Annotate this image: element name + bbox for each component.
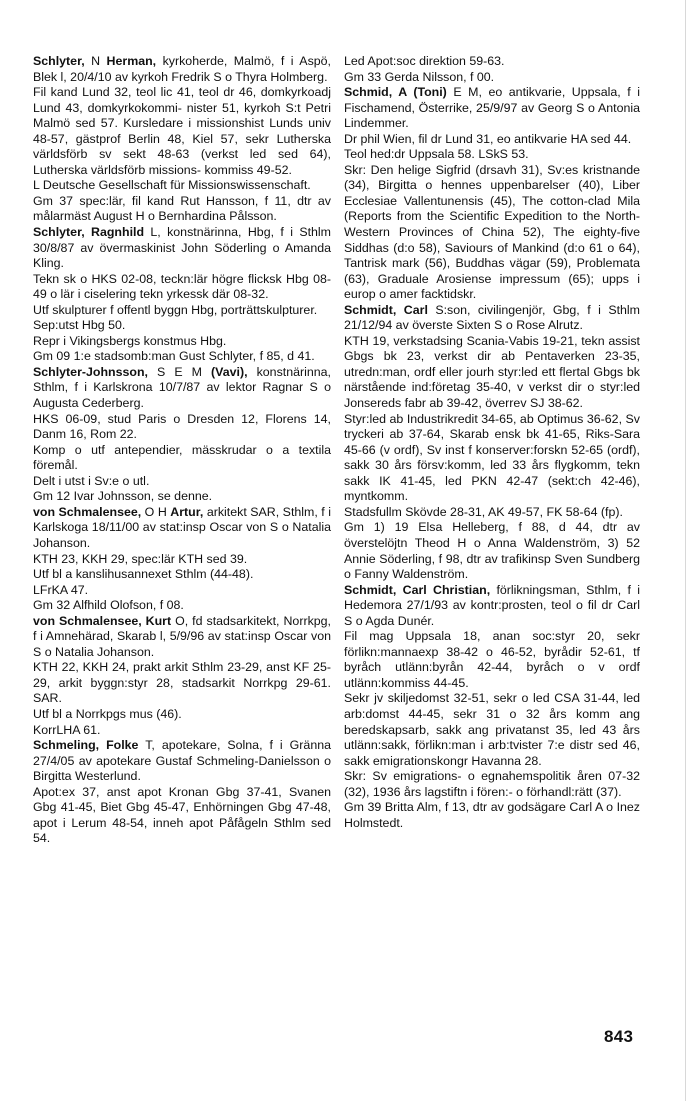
scan-edge-line (685, 0, 686, 1101)
entry-paragraph (344, 163, 640, 303)
entry-text: Gm 12 Ivar Johnsson, se denne. (33, 489, 213, 504)
entry-text: L, konstnärinna, Hbg, f i Sthlm 30/8/87 av övermaskinist John Söderling o Amanda Kling. (33, 225, 331, 271)
entry-text: Styr:led ab Industrikredit 34-65, ab Optimus 36-62, Sv tryckeri ab 37-64, Skarab ensk bk 41-65, Riks-Sara 45-66 (v ordf), Sv inst f konserver:forskn 52-65 (ordf), sakk 30 års försv:komm, led 33 års flygkomm, tekn sakk IK 41-45, led PKN 42-47 (sekt:ch 42-46), myntkomm. (344, 411, 640, 504)
entry-heading-paragraph (344, 583, 640, 630)
entry-paragraph (344, 412, 640, 505)
entry-paragraph (33, 583, 331, 599)
entry-text: KTH 23, KKH 29, spec:lär KTH sed 39. (33, 551, 248, 566)
entry-text: Fil mag Uppsala 18, anan soc:styr 20, sekr förlikn:mannaexp 38-42 o 46-52, byrådir 52-61, tf byråch utlänn:byrån 42-44, byråch o v ordf utlänn:kommiss 44-45. (344, 629, 640, 690)
entry-paragraph (33, 272, 331, 303)
entry-heading-paragraph (33, 614, 331, 661)
entry-text: Gm 1) 19 Elsa Helleberg, f 88, d 44, dtr av överstelöjtn Theod H o Anna Waldenström, 3) 52 Annie Söderling, f 98, dtr av trafikinsp Sven Sundberg o Fanny Waldenström. (344, 520, 640, 582)
entry-heading-paragraph (344, 85, 640, 132)
entry-paragraph (344, 800, 640, 831)
entry-heading-paragraph (33, 365, 331, 412)
entry-text: Gm 37 spec:lär, fil kand Rut Hansson, f 11, dtr av målarmäst August H o Bernhardina Pålsson. (33, 193, 331, 224)
entry-text: L Deutsche Gesellschaft für Missionswissenschaft. (33, 178, 311, 193)
entry-paragraph (33, 474, 331, 490)
entry-text: Sekr jv skiljedomst 32-51, sekr o led CSA 31-44, led arb:domst 44-45, sekr 31 o 32 års komm ang beredskapsarb, sakk ang privatanst 35, led 43 års utlänn:sakk, förlikn:man i arb:tvister 7:e distr sed 46, sakk emigrationskongr Havanna 28. (344, 691, 640, 768)
entry-heading-paragraph (33, 505, 331, 552)
entry-name: von Schmalensee, Kurt (33, 613, 172, 628)
entry-name: Schlyter-Johnsson, (33, 364, 148, 379)
left-column (33, 54, 331, 847)
entry-paragraph (344, 334, 640, 412)
page-number: 843 (604, 1027, 634, 1046)
entry-text: S:son, civilingenjör, Gbg, f i Sthlm 21/12/94 av överste Sixten S o Rose Alrutz. (344, 302, 640, 333)
entry-text: Skr: Sv emigrations- o egnahemspolitik åren 07-32 (32), 1936 års lagstiftn i fören:- o förhandl:rätt (37). (344, 769, 640, 799)
entry-name: von Schmalensee, (33, 504, 142, 519)
entry-paragraph (33, 85, 331, 178)
entry-text: Skr: Den helige Sigfrid (drsavh 31), Sv:es kristnande (34), Birgitta o hennes uppenbarelser (40), Liber Ecclesiae Vallentunensis (45), The cotton-clad Mila (Reports from the Scientific Expedition to the North-Western Provinces of China 52), The eighty-five Siddhas (d:o 58), Saviours of Mankind (d:o 61 o 64), Tantrisk mark (56), Buddhas vägar (59), Problemata (63), Graduale Arosiense impressum (65); upps i europ o amer facktidskr. (344, 162, 640, 302)
entry-text: Utf bl a kanslihusannexet Sthlm (44-48). (33, 567, 254, 582)
entry-paragraph (344, 769, 640, 800)
entry-text: T, apotekare, Solna, f i Gränna 27/4/05 av apotekare Gustaf Schmeling-Danielsson o Birgitta Westerlund. (33, 738, 331, 784)
entry-text: arkitekt SAR, Sthlm, f i Karlskoga 18/11/00 av stat:insp Oscar von S o Natalia Johanson. (33, 504, 331, 550)
entry-paragraph (33, 178, 331, 194)
entry-paragraph (33, 334, 331, 350)
entry-text: Stadsfullm Skövde 28-31, AK 49-57, FK 58-64 (fp). (344, 504, 623, 519)
entry-paragraph (33, 412, 331, 443)
entry-paragraph (33, 489, 331, 505)
entry-text: Tekn sk o HKS 02-08, teckn:lär högre flicksk Hbg 08-49 o lär i ciselering tekn yrkessk där 08-32. (33, 271, 331, 302)
entry-name: Schmeling, Folke (33, 738, 139, 753)
entry-paragraph (33, 660, 331, 707)
entry-text: O, fd stadsarkitekt, Norrkpg, f i Amnehärad, Skarab l, 5/9/96 av stat:insp Oscar von S o Natalia Johanson. (33, 613, 331, 659)
entry-paragraph (344, 70, 640, 86)
entry-heading-paragraph (33, 738, 331, 785)
entry-text: Dr phil Wien, fil dr Lund 31, eo antikvarie HA sed 44. (344, 131, 632, 146)
entry-paragraph (344, 520, 640, 582)
entry-heading-paragraph (33, 225, 331, 272)
entry-paragraph (344, 132, 640, 148)
entry-paragraph (33, 303, 331, 319)
entry-text: Led Apot:soc direktion 59-63. (344, 54, 505, 68)
entry-text: Fil kand Lund 32, teol lic 41, teol dr 46, domkyrkoadj Lund 43, domkyrkokommi- nister 51, kyrkoh S:t Petri Malmö sed 57. Kursledare i missionshist Lunds univ 48-57, gästprof Berlin 48, Kiel 57, sekr Lutherska världsförb sv sekt 48-63 (verkst led sed 64), Lutherska världsförb missions- kommiss 49-52. (33, 85, 331, 177)
entry-paragraph (344, 54, 640, 70)
entry-text: HKS 06-09, stud Paris o Dresden 12, Florens 14, Danm 16, Rom 22. (33, 411, 331, 442)
entry-text: N (84, 54, 107, 68)
entry-paragraph (344, 629, 640, 691)
entry-heading-paragraph (344, 303, 640, 334)
entry-text: Gm 32 Alfhild Olofson, f 08. (33, 598, 184, 613)
entry-text: konstnärinna, Sthlm, f i Karlskrona 10/7/87 av lektor Ragnar S o Augusta Cederberg. (33, 364, 331, 411)
entry-paragraph (33, 318, 331, 334)
entry-heading-paragraph (33, 54, 331, 85)
entry-text: Gm 33 Gerda Nilsson, f 00. (344, 69, 495, 84)
entry-paragraph (33, 567, 331, 583)
entry-text: Gm 39 Britta Alm, f 13, dtr av godsägare Carl A o Inez Holmstedt. (344, 800, 640, 830)
entry-name: Schlyter, (33, 54, 85, 68)
entry-text: Apot:ex 37, anst apot Kronan Gbg 37-41, Svanen Gbg 41-45, Biet Gbg 45-47, Enhörningen Gbg 47-48, apot i Lerum 48-54, inneh apot Påfågeln Sthlm sed 54. (33, 784, 331, 846)
entry-name: Schlyter, Ragnhild (33, 225, 145, 240)
entry-text: Gm 09 1:e stadsomb:man Gust Schlyter, f 85, d 41. (33, 349, 315, 364)
entry-name: Artur, (170, 504, 204, 519)
entry-text: Teol hed:dr Uppsala 58. LSkS 53. (344, 147, 529, 162)
entry-paragraph (33, 723, 331, 739)
entry-name: Herman, (106, 54, 157, 68)
entry-text: Utf skulpturer f offentl byggn Hbg, porträttskulpturer. (33, 302, 318, 317)
entry-paragraph (33, 707, 331, 723)
entry-name: Schmid, A (Toni) (344, 85, 447, 100)
entry-text: KTH 19, verkstadsing Scania-Vabis 19-21, tekn assist Gbgs bk 23, verkst dir ab Pentaverken 23-35, utredn:man, ordf eller jourh styr:led ett flertal Gbgs bk närstående ind:företag 35-40, v verkst dir o styr:led Jonsereds fabr ab 39-42, överrev SJ 38-62. (344, 333, 640, 411)
entry-text: KorrLHA 61. (33, 722, 101, 737)
entry-name: (Vavi), (211, 364, 248, 379)
entry-paragraph (33, 443, 331, 474)
entry-paragraph (33, 552, 331, 568)
entry-text: E M, eo antikvarie, Uppsala, f i Fischamend, Österrike, 25/9/97 av Georg S o Antonia Lindemmer. (344, 85, 640, 131)
entry-paragraph (33, 194, 331, 225)
entry-text: Delt i utst i Sv:e o utl. (33, 473, 150, 488)
entry-text: Utf bl a Norrkpgs mus (46). (33, 706, 182, 721)
entry-text: LFrKA 47. (33, 582, 89, 597)
right-column (344, 54, 640, 831)
entry-paragraph (344, 147, 640, 163)
entry-text: Repr i Vikingsbergs konstmus Hbg. (33, 333, 227, 348)
entry-text: Komp o utf antependier, mässkrudar o a textila föremål. (33, 442, 331, 473)
entry-text: O H (141, 504, 171, 519)
entry-text: kyrkoherde, Malmö, f i Aspö, Blek l, 20/4/10 av kyrkoh Fredrik S o Thyra Holmberg. (33, 54, 331, 84)
entry-text: Sep:utst Hbg 50. (33, 318, 126, 333)
entry-text: KTH 22, KKH 24, prakt arkit Sthlm 23-29, anst KF 25-29, arkit byggn:styr 28, stadsarkit Norrkpg 29-61. SAR. (33, 660, 331, 706)
entry-paragraph (344, 691, 640, 769)
entry-paragraph (344, 505, 640, 521)
entry-name: Schmidt, Carl Christian, (344, 582, 491, 597)
entry-text: förlikningsman, Sthlm, f i Hedemora 27/1/93 av kontr:prosten, teol o fil dr Carl S o Agda Dunér. (344, 582, 640, 628)
entry-text: S E M (147, 364, 212, 379)
entry-paragraph (33, 785, 331, 847)
entry-paragraph (33, 598, 331, 614)
entry-paragraph (33, 349, 331, 365)
entry-name: Schmidt, Carl (344, 302, 428, 317)
